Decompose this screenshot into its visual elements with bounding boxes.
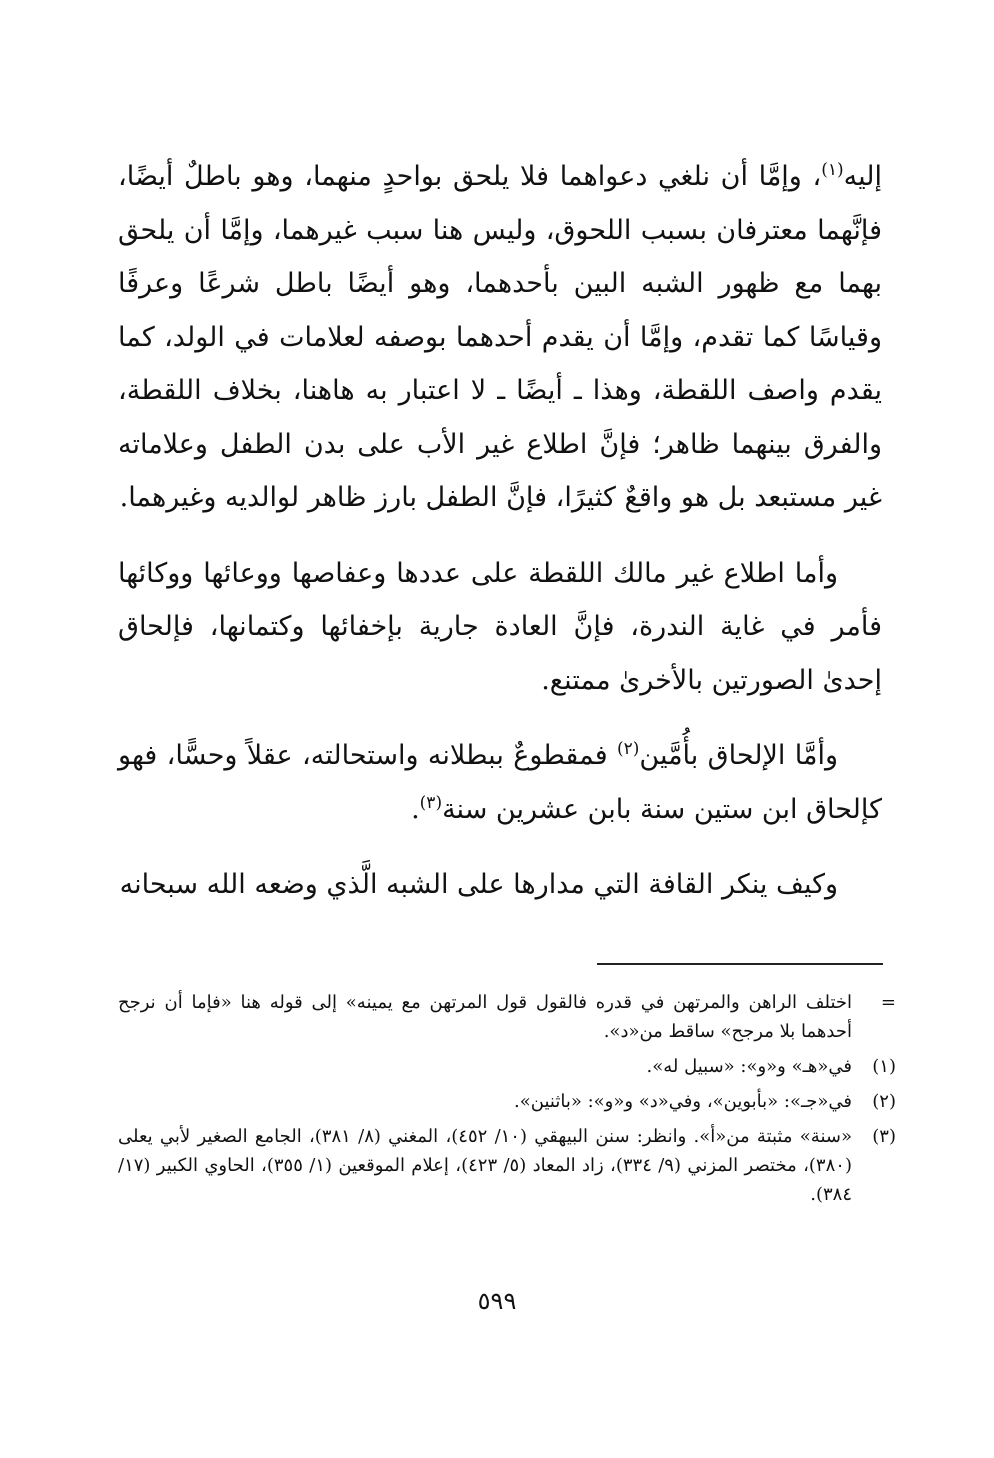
footnotes [118, 988, 896, 1215]
footnote-number: = [880, 992, 896, 1013]
paragraph-3-text-a: وأمَّا الإلحاق بأُمَّين [639, 740, 838, 771]
footnote-text: اختلف الراهن والمرتهن في قدره فالقول قول المرتهن مع يمينه» إلى قوله هنا «فإما أن نرجح أحدهما بلا مرجح» ساقط من«د». [118, 992, 852, 1042]
footnote-number: (٣) [872, 1126, 896, 1147]
main-text [118, 150, 882, 912]
paragraph-3-text-b: فمقطوعٌ ببطلانه واستحالته، عقلاً وحسًّا، فهو كإلحاق ابن ستين سنة بابن عشرين سنة [118, 740, 882, 825]
paragraph-1-text-b: ، وإمَّا أن نلغي دعواهما فلا يلحق بواحدٍ منهما، وهو باطلٌ أيضًا، فإنَّهما معترفان بسبب اللحوق، وليس هنا سبب غيرهما، وإمَّا أن يلحق بهما مع ظهور الشبه البين بأحدهما، وهو أيضًا باطل شرعًا وعرفًا وقياسًا كما تقدم، وإمَّا أن يقدم أحدهما بوصفه لعلامات في الولد، كما يقدم واصف اللقطة، وهذا ـ أيضًا ـ لا اعتبار به هاهنا، بخلاف اللقطة، والفرق بينهما ظاهر؛ فإنَّ اطلاع غير الأب على بدن الطفل وعلاماته غير مستبعد بل هو واقعٌ كثيرًا، فإنَّ الطفل بارز ظاهر لوالديه وغيرهما. [118, 161, 882, 513]
footnote-separator [597, 963, 883, 965]
paragraph-2: وأما اطلاع غير مالك اللقطة على عددها وعفاصها ووعائها ووكائها فأمر في غاية الندرة، فإنَّ العادة جارية بإخفائها وكتمانها، فإلحاق إحدىٰ الصورتين بالأخرىٰ ممتنع. [118, 557, 882, 696]
footnote-number: (٢) [872, 1091, 896, 1112]
footnote-number: (١) [872, 1056, 896, 1077]
footnote-text: «سنة» مثبتة من«أ». وانظر: سنن البيهقي (١٠/ ٤٥٢)، المغني (٨/ ٣٨١)، الجامع الصغير لأبي يعلى (٣٨٠)، مختصر المزني (٩/ ٣٣٤)، زاد المعاد (٥/ ٤٢٣)، إعلام الموقعين (١/ ٣٥٥)، الحاوي الكبير (١٧/ ٣٨٤). [118, 1126, 852, 1205]
paragraph-1-text-a: إليه [843, 161, 882, 192]
footnote-ref-1: (١) [821, 160, 844, 180]
footnote-text: في«جـ»: «بأبوين»، وفي«د» و«و»: «باثنين». [514, 1091, 852, 1112]
footnote-3 [118, 1122, 896, 1209]
footnote-ref-3: (٣) [419, 792, 443, 813]
paragraph-1 [118, 150, 882, 525]
page-number: ٥٩٩ [477, 1287, 517, 1315]
paragraph-gap [118, 707, 882, 729]
paragraph-4: وكيف ينكر القافة التي مدارها على الشبه الَّذي وضعه الله سبحانه [119, 869, 838, 900]
paragraph-gap [118, 836, 882, 858]
footnote-continued [118, 988, 896, 1046]
paragraph-gap [118, 525, 882, 547]
footnote-1 [118, 1052, 896, 1081]
footnote-2 [118, 1087, 896, 1116]
paragraph-3 [118, 729, 882, 836]
footnote-text: في«هـ» و«و»: «سبيل له». [646, 1056, 852, 1077]
paragraph-3-text-c: . [411, 793, 420, 825]
footnote-ref-2: (٢) [616, 739, 640, 759]
